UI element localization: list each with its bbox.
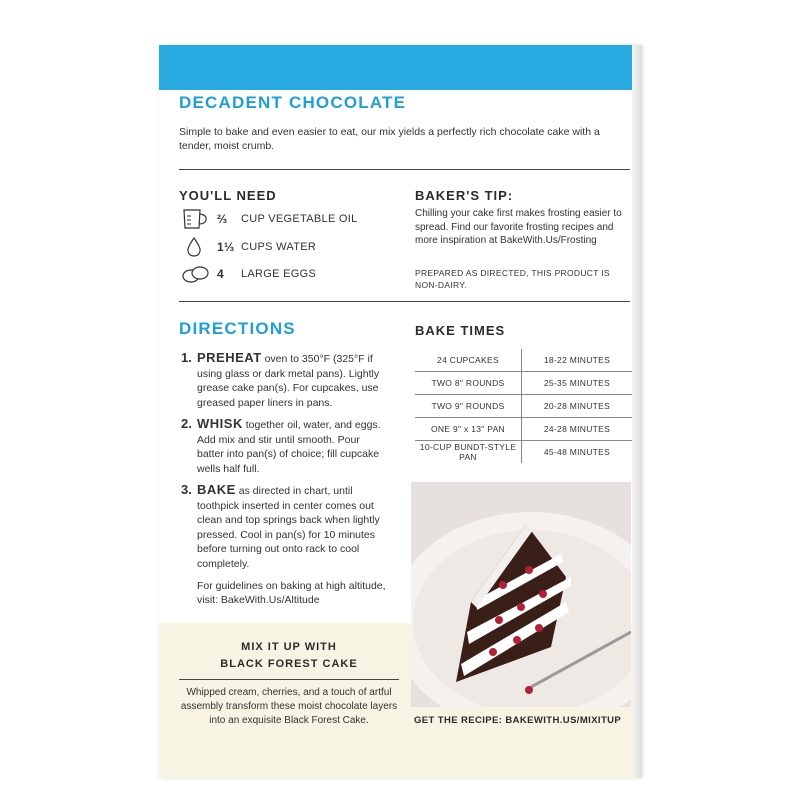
need-qty: 1⅓	[217, 240, 235, 254]
mix-it-up-heading-2: BLACK FOREST CAKE	[220, 658, 358, 670]
top-color-band	[159, 45, 640, 90]
cake-illustration	[411, 482, 631, 707]
step-text: as directed in chart, until toothpick inserted in center comes out clean and top springs back when lightly pressed. Cool in pan(s) for 10 minutes before turning out onto rack to cool completely.	[197, 485, 380, 570]
non-dairy-note: PREPARED AS DIRECTED, THIS PRODUCT IS NON-DAIRY.	[415, 268, 610, 290]
product-intro: Simple to bake and even easier to eat, our mix yields a perfectly rich chocolate cake with a tender, moist crumb.	[179, 126, 600, 152]
direction-step-3	[181, 483, 387, 571]
step-keyword: WHISK	[197, 416, 243, 431]
step-text: together oil, water, and eggs. Add mix and stir until smooth. Pour batter into pan(s) of choice; fill cupcake wells half full.	[197, 419, 381, 475]
table-row	[415, 418, 632, 441]
need-item-water	[181, 236, 316, 258]
bakers-tip-heading: BAKER'S TIP:	[415, 188, 514, 203]
need-text: CUP VEGETABLE OIL	[241, 213, 358, 225]
box-side-edge	[632, 45, 642, 778]
measuring-cup-icon	[181, 208, 211, 230]
cake-mix-box-back	[159, 45, 640, 778]
pan-cell: 24 CUPCAKES	[415, 349, 522, 372]
step-text: oven to 350°F (325°F if using glass or dark metal pans). Lightly grease cake pan(s). For cupcakes, use greased paper liners in pans.	[197, 353, 380, 409]
step-number: 2.	[181, 416, 192, 431]
time-cell: 25-35 MINUTES	[522, 372, 633, 395]
pan-cell: 10-CUP BUNDT-STYLE PAN	[415, 441, 522, 464]
table-row	[415, 372, 632, 395]
table-row	[415, 441, 632, 464]
black-forest-cake-photo	[411, 482, 631, 707]
time-cell: 24-28 MINUTES	[522, 418, 633, 441]
need-item-eggs	[181, 263, 316, 285]
step-keyword: PREHEAT	[197, 350, 262, 365]
direction-step-2	[181, 417, 387, 476]
need-qty: 4	[217, 267, 224, 281]
mix-it-up-text: Whipped cream, cherries, and a touch of artful assembly transform these moist chocolate layers into an exquisite Black Forest Cake.	[180, 687, 398, 726]
bakers-tip-text: Chilling your cake first makes frosting easier to spread. Find our favorite frosting recipes and more inspiration at BakeWith.Us/Frosting	[415, 208, 622, 247]
bake-times-table	[415, 349, 632, 463]
need-item-oil	[181, 208, 358, 230]
bake-times-heading: BAKE TIMES	[415, 323, 506, 338]
recipe-link[interactable]: GET THE RECIPE: BAKEWITH.US/MIXITUP	[414, 715, 622, 726]
step-number: 1.	[181, 350, 192, 365]
time-cell: 20-28 MINUTES	[522, 395, 633, 418]
need-text: LARGE EGGS	[241, 268, 317, 280]
product-title: DECADENT CHOCOLATE	[179, 93, 407, 112]
pan-cell: ONE 9" x 13" PAN	[415, 418, 522, 441]
need-qty: ⅔	[217, 212, 228, 226]
mix-it-up-heading-1: MIX IT UP WITH	[241, 641, 337, 653]
eggs-icon	[181, 263, 211, 285]
step-keyword: BAKE	[197, 482, 236, 497]
directions-heading: DIRECTIONS	[179, 319, 296, 338]
step-number: 3.	[181, 482, 192, 497]
table-row	[415, 395, 632, 418]
altitude-note: For guidelines on baking at high altitude, visit: BakeWith.Us/Altitude	[197, 580, 386, 606]
divider-middle	[179, 301, 630, 302]
direction-step-1	[181, 351, 387, 410]
water-drop-icon	[181, 236, 211, 258]
youll-need-heading: YOU'LL NEED	[179, 188, 277, 203]
need-text: CUPS WATER	[241, 241, 317, 253]
divider-top	[179, 169, 630, 170]
table-row	[415, 349, 632, 372]
time-cell: 45-48 MINUTES	[522, 441, 633, 464]
pan-cell: TWO 8" ROUNDS	[415, 372, 522, 395]
pan-cell: TWO 9" ROUNDS	[415, 395, 522, 418]
time-cell: 18-22 MINUTES	[543, 355, 611, 365]
mix-divider	[179, 679, 399, 680]
